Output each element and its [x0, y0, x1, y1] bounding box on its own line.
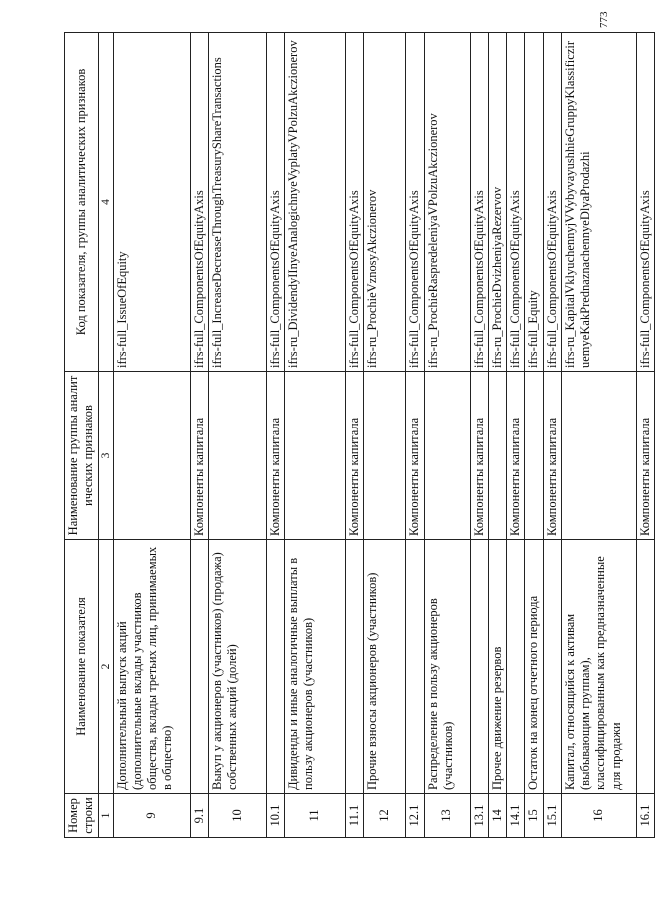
indicator-name-cell: Распределение в пользу акционеров (участников) — [424, 540, 470, 794]
table-row — [364, 33, 406, 838]
group-name-cell — [424, 372, 470, 540]
row-number-cell: 15.1 — [543, 794, 561, 838]
table-body — [113, 33, 655, 838]
code-cell: ifrs-full_ComponentsOfEquityAxis — [346, 33, 364, 372]
group-name-cell — [364, 372, 406, 540]
group-name-cell — [208, 372, 266, 540]
row-number-cell: 11 — [285, 794, 346, 838]
table-row — [113, 33, 190, 838]
group-name-cell: Компоненты капитала — [636, 372, 654, 540]
column-index: 3 — [98, 372, 113, 540]
table-row — [561, 33, 636, 838]
indicator-name-cell — [470, 540, 488, 794]
group-name-cell: Компоненты капитала — [346, 372, 364, 540]
header-indicator-name: Наименование показателя — [65, 540, 99, 794]
code-cell: ifrs-full_ComponentsOfEquityAxis — [266, 33, 284, 372]
code-cell: ifrs-full_ComponentsOfEquityAxis — [507, 33, 525, 372]
indicator-name-cell: Капитал, относящийся к активам (выбывающим группам), классифицированным как предназначенные для продажи — [561, 540, 636, 794]
table-row — [346, 33, 364, 838]
table-row — [470, 33, 488, 838]
code-cell: ifrs-full_ComponentsOfEquityAxis — [636, 33, 654, 372]
row-number-cell: 10 — [208, 794, 266, 838]
code-cell: ifrs-full_ComponentsOfEquityAxis — [470, 33, 488, 372]
code-cell: ifrs-ru_DividendyIInyeAnalogichnyeVyplatyVPolzuAkczionerov — [285, 33, 346, 372]
table-row — [406, 33, 424, 838]
indicator-name-cell — [543, 540, 561, 794]
group-name-cell — [113, 372, 190, 540]
table-row — [424, 33, 470, 838]
column-index-row — [98, 33, 113, 838]
row-number-cell: 12 — [364, 794, 406, 838]
row-number-cell: 9 — [113, 794, 190, 838]
table-row — [190, 33, 208, 838]
row-number-cell: 15 — [525, 794, 543, 838]
row-number-cell: 10.1 — [266, 794, 284, 838]
indicator-name-cell — [346, 540, 364, 794]
table-row — [488, 33, 506, 838]
table-row — [266, 33, 284, 838]
table-row — [285, 33, 346, 838]
group-name-cell — [525, 372, 543, 540]
row-number-cell: 14 — [488, 794, 506, 838]
row-number-cell: 11.1 — [346, 794, 364, 838]
row-number-cell: 14.1 — [507, 794, 525, 838]
indicators-table — [64, 32, 655, 838]
column-index: 1 — [98, 794, 113, 838]
row-number-cell: 13.1 — [470, 794, 488, 838]
table-header-row — [65, 33, 99, 838]
group-name-cell: Компоненты капитала — [543, 372, 561, 540]
code-cell: ifrs-full_ComponentsOfEquityAxis — [406, 33, 424, 372]
table-row — [208, 33, 266, 838]
rotated-table-wrapper — [64, 33, 652, 838]
table-row — [636, 33, 654, 838]
code-cell: ifrs-full_IncreaseDecreaseThroughTreasuryShareTransactions — [208, 33, 266, 372]
header-group-name: Наименование группы аналитических признаков — [65, 372, 99, 540]
group-name-cell: Компоненты капитала — [266, 372, 284, 540]
table-row — [507, 33, 525, 838]
row-number-cell: 16.1 — [636, 794, 654, 838]
indicator-name-cell — [507, 540, 525, 794]
indicator-name-cell: Прочие взносы акционеров (участников) — [364, 540, 406, 794]
table-row — [525, 33, 543, 838]
group-name-cell: Компоненты капитала — [406, 372, 424, 540]
row-number-cell: 16 — [561, 794, 636, 838]
indicator-name-cell: Остаток на конец отчетного периода — [525, 540, 543, 794]
header-row-number: Номер строки — [65, 794, 99, 838]
row-number-cell: 12.1 — [406, 794, 424, 838]
row-number-cell: 9.1 — [190, 794, 208, 838]
indicator-name-cell: Прочее движение резервов — [488, 540, 506, 794]
column-index: 2 — [98, 540, 113, 794]
code-cell: ifrs-ru_ProchieVznosyAkczionerov — [364, 33, 406, 372]
group-name-cell — [488, 372, 506, 540]
indicator-name-cell: Дивиденды и иные аналогичные выплаты в пользу акционеров (участников) — [285, 540, 346, 794]
indicator-name-cell — [266, 540, 284, 794]
header-code: Код показателя, группы аналитических признаков — [65, 33, 99, 372]
indicator-name-cell — [406, 540, 424, 794]
group-name-cell: Компоненты капитала — [190, 372, 208, 540]
code-cell: ifrs-ru_KapitalVklyuchennyjVVybyvayushhieGruppyKlassificziruemyeKakPrednaznachennyeDlyaProdazhi — [561, 33, 636, 372]
group-name-cell: Компоненты капитала — [507, 372, 525, 540]
code-cell: ifrs-full_IssueOfEquity — [113, 33, 190, 372]
code-cell: ifrs-full_ComponentsOfEquityAxis — [190, 33, 208, 372]
row-number-cell: 13 — [424, 794, 470, 838]
code-cell: ifrs-ru_ProchieDvizheniyaRezervov — [488, 33, 506, 372]
indicator-name-cell: Выкуп у акционеров (участников) (продажа) собственных акций (долей) — [208, 540, 266, 794]
code-cell: ifrs-full_ComponentsOfEquityAxis — [543, 33, 561, 372]
indicator-name-cell: Дополнительный выпуск акций (дополнительные вклады участников общества, вклады третьих лиц, принимаемых в общество) — [113, 540, 190, 794]
group-name-cell — [561, 372, 636, 540]
table-row — [543, 33, 561, 838]
group-name-cell: Компоненты капитала — [470, 372, 488, 540]
column-index: 4 — [98, 33, 113, 372]
group-name-cell — [285, 372, 346, 540]
indicator-name-cell — [190, 540, 208, 794]
code-cell: ifrs-full_Equity — [525, 33, 543, 372]
indicator-name-cell — [636, 540, 654, 794]
code-cell: ifrs-ru_ProchieRaspredeleniyaVPolzuAkczionerov — [424, 33, 470, 372]
page-number: 773 — [598, 11, 610, 28]
